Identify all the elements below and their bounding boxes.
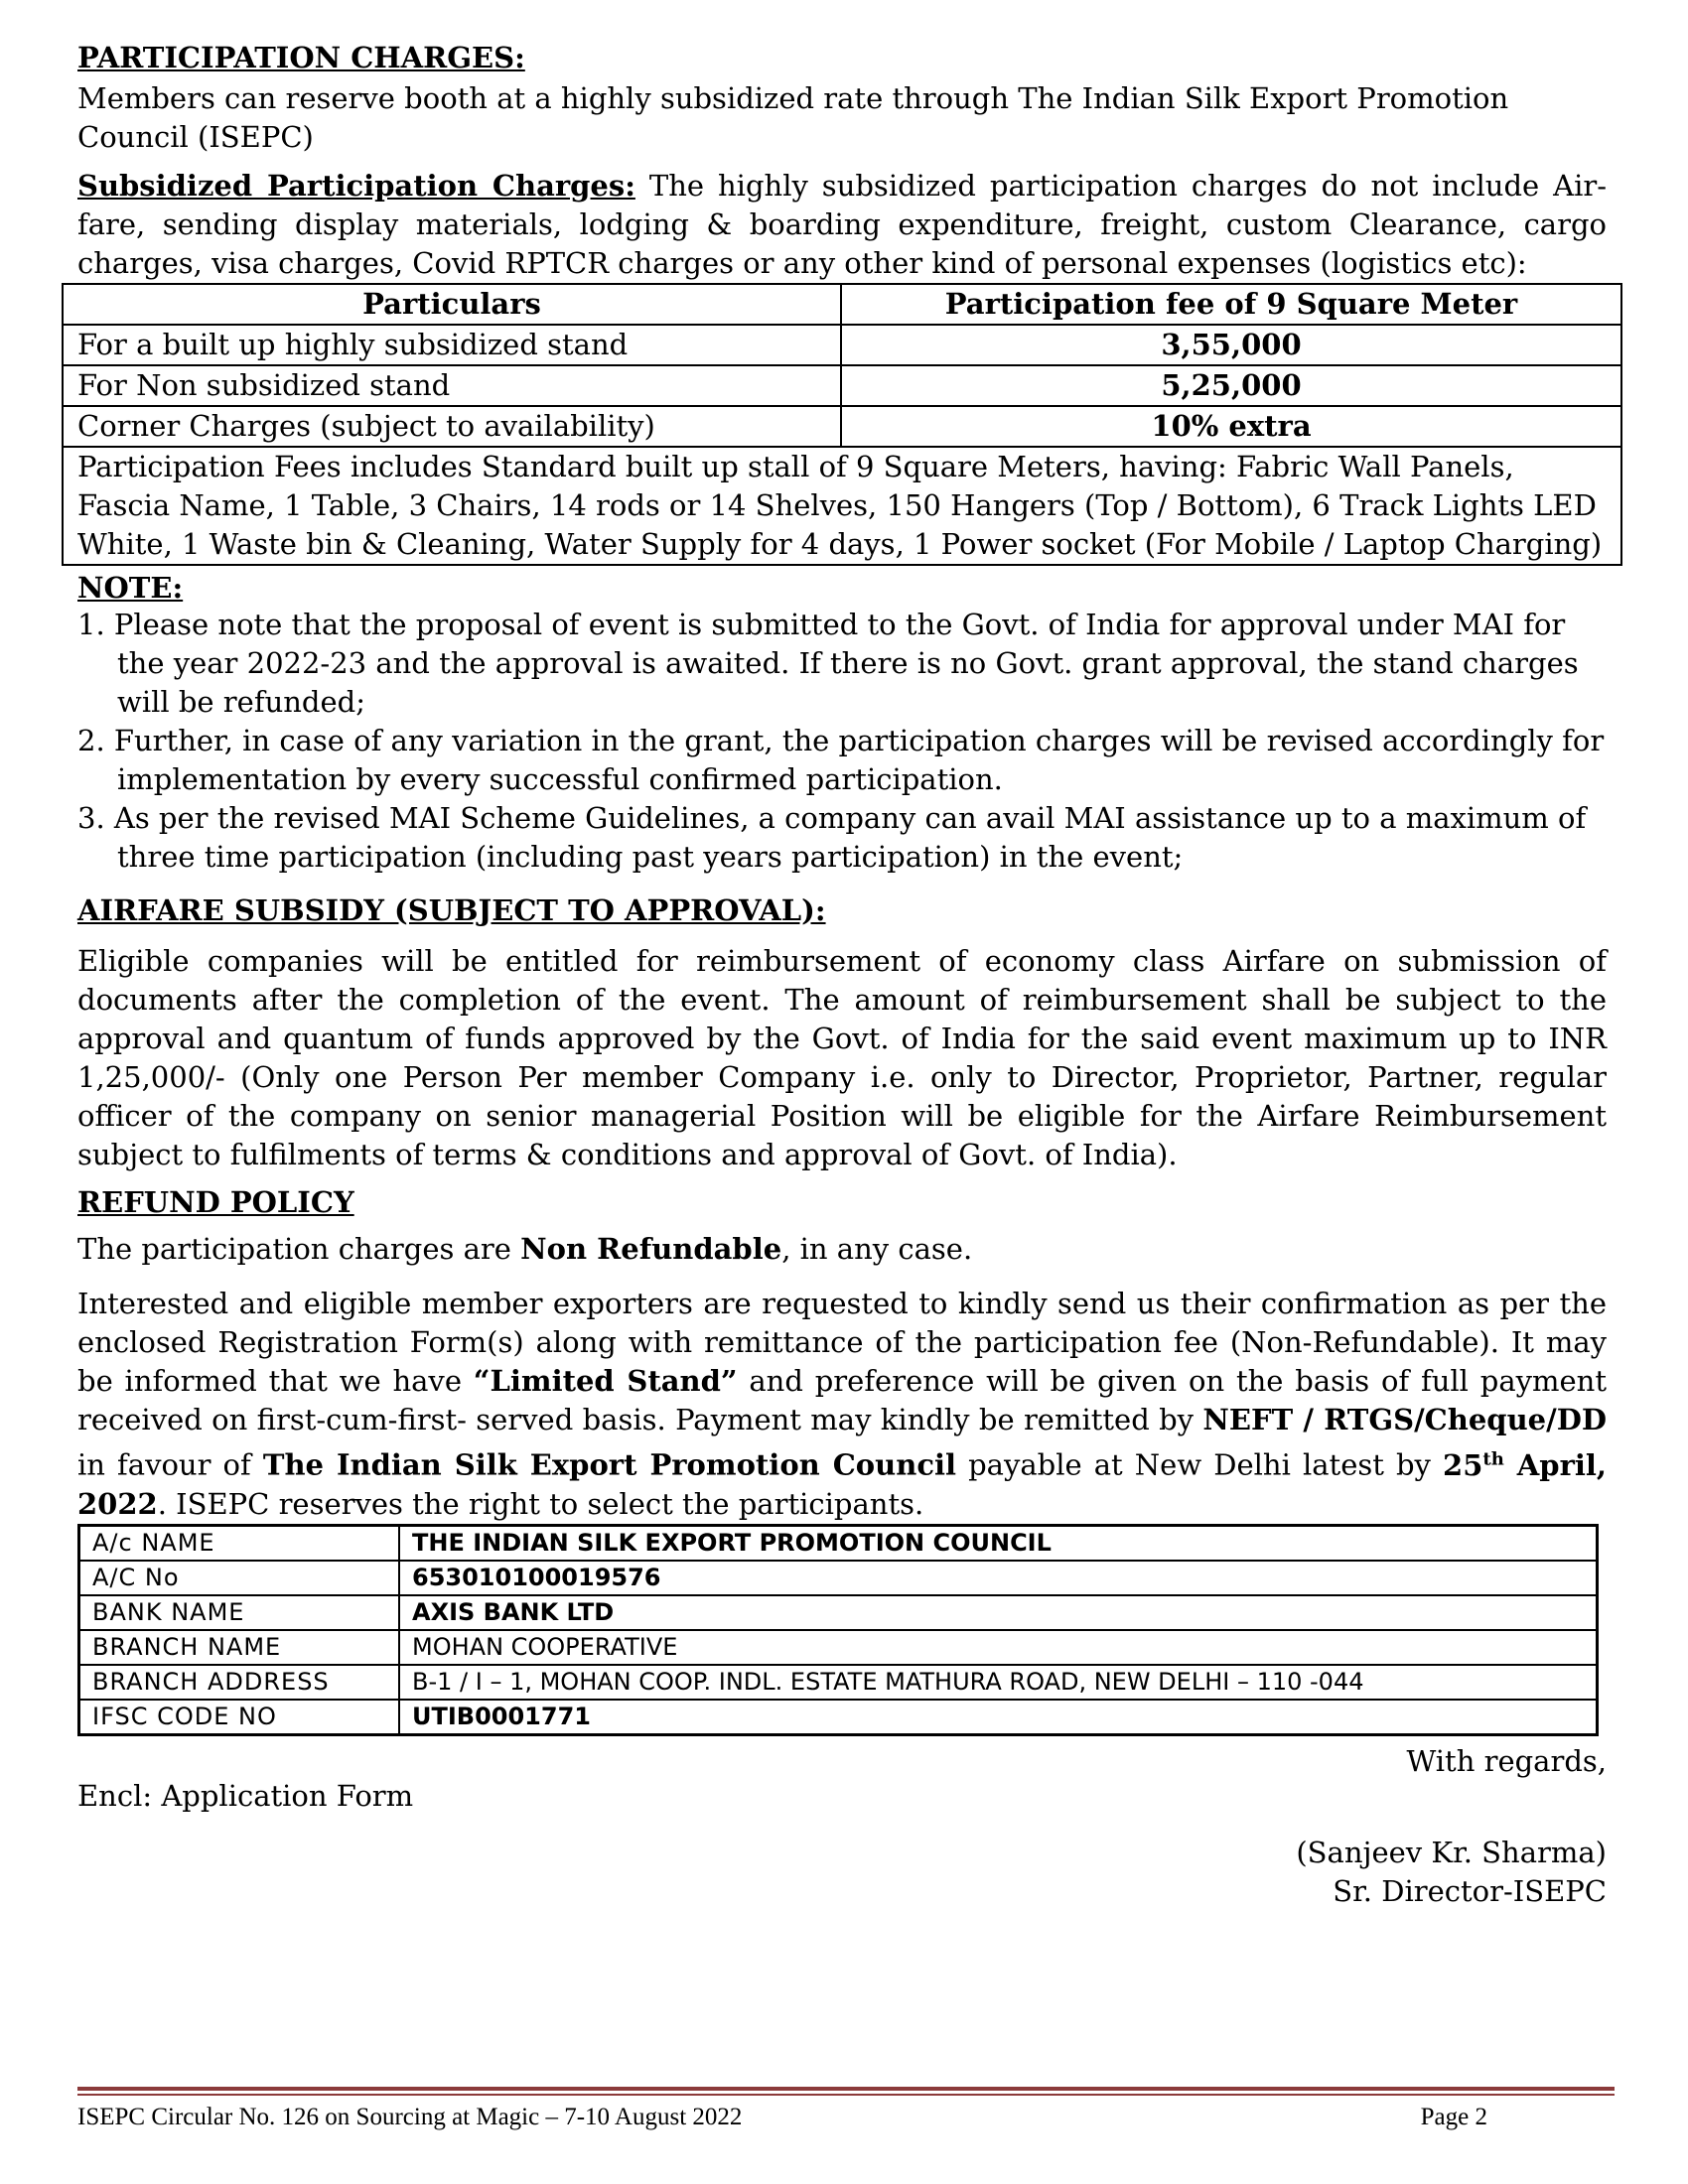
- fee-table: [62, 283, 1622, 566]
- participation-heading: PARTICIPATION CHARGES:: [77, 41, 525, 74]
- request-text-1: Interested and eligible member exporters are requested to kindly send us their confirmation as per the enclosed Registration Form(s) along with remittance of the participation fee (Non-Refundable). It may be informed that we have: [77, 1287, 1607, 1398]
- fee-particular: For Non subsidized stand: [63, 365, 841, 406]
- request-text-5: . ISEPC reserves the right to select the participants.: [157, 1486, 924, 1521]
- table-row: [79, 1525, 1598, 1561]
- bank-value: UTIB0001771: [399, 1700, 1598, 1735]
- fee-table-header: [63, 284, 1621, 325]
- airfare-heading: AIRFARE SUBSIDY (SUBJECT TO APPROVAL):: [77, 893, 826, 927]
- request-text-2: and preference will be given on the basis of full payment received on first-cum-first- served basis. Payment may kindly be remitted by: [77, 1364, 1607, 1436]
- payment-modes: NEFT / RTGS/Cheque/DD: [1202, 1403, 1608, 1436]
- refund-line-post: , in any case.: [781, 1232, 973, 1266]
- fee-particular: Corner Charges (subject to availability): [63, 406, 841, 447]
- signatory-designation: Sr. Director-ISEPC: [1333, 1873, 1607, 1908]
- footer: [77, 2103, 1487, 2132]
- footer-rule: [77, 2087, 1615, 2091]
- table-row: [79, 1665, 1598, 1700]
- subsidized-text: The highly subsidized participation charges do not include Air-fare, sending display materials, lodging & boarding expenditure, freight, custom Clearance, cargo charges, visa charges, Covid RPTCR charges or any other kind of personal expenses (logistics etc):: [77, 169, 1608, 280]
- table-row: [63, 406, 1621, 447]
- bank-key: IFSC CODE NO: [79, 1700, 400, 1735]
- list-item: 1. Please note that the proposal of event is submitted to the Govt. of India for approval under MAI for the year 2022-23 and the approval is awaited. If there is no Govt. grant approval, the stand charges will be refunded;: [77, 608, 1579, 719]
- table-row: [63, 365, 1621, 406]
- table-row: [63, 447, 1621, 565]
- fee-header-particulars: Particulars: [63, 284, 841, 325]
- deadline-rest: April, 2022: [77, 1447, 1607, 1521]
- bank-value: B-1 / I – 1, MOHAN COOP. INDL. ESTATE MATHURA ROAD, NEW DELHI – 110 -044: [399, 1665, 1598, 1700]
- request-text-4: payable at New Delhi latest by: [956, 1447, 1444, 1482]
- fee-header-fee: Participation fee of 9 Square Meter: [841, 284, 1621, 325]
- subsidized-paragraph: [77, 167, 1607, 283]
- bank-value: 653010100019576: [399, 1561, 1598, 1595]
- fee-amount: 5,25,000: [841, 365, 1621, 406]
- deadline-day: 25: [1443, 1447, 1483, 1482]
- request-text-3: in favour of: [77, 1447, 263, 1482]
- fee-includes: Participation Fees includes Standard built up stall of 9 Square Meters, having: Fabric Wall Panels, Fascia Name, 1 Table, 3 Chairs, 14 rods or 14 Shelves, 150 Hangers (Top / Bottom), 6 Track Lights LED White, 1 Waste bin & Cleaning, Water Supply for 4 days, 1 Power socket (For Mobile / Laptop Charging): [63, 447, 1621, 565]
- signatory-name: (Sanjeev Kr. Sharma): [1296, 1835, 1607, 1869]
- bank-key: BRANCH ADDRESS: [79, 1665, 400, 1700]
- table-row: [79, 1595, 1598, 1630]
- bank-key: BRANCH NAME: [79, 1630, 400, 1665]
- refund-line-pre: The participation charges are: [77, 1232, 521, 1266]
- footer-rule-thin: [77, 2094, 1615, 2096]
- bank-value: AXIS BANK LTD: [399, 1595, 1598, 1630]
- airfare-text: Eligible companies will be entitled for reimbursement of economy class Airfare on submission of documents after the completion of the event. The amount of reimbursement shall be subject to the approval and quantum of funds approved by the Govt. of India for the said event maximum up to INR 1,25,000/- (Only one Person Per member Company i.e. only to Director, Proprietor, Partner, regular officer of the company on senior managerial Position will be eligible for the Airfare Reimbursement subject to fulfilments of terms & conditions and approval of Govt. of India).: [77, 944, 1607, 1171]
- list-item: 3. As per the revised MAI Scheme Guidelines, a company can avail MAI assistance up to a maximum of three time participation (including past years participation) in the event;: [77, 801, 1587, 874]
- bank-key: A/c NAME: [79, 1525, 400, 1561]
- limited-stand: “Limited Stand”: [473, 1364, 738, 1398]
- fee-amount: 10% extra: [841, 406, 1621, 447]
- note-heading: NOTE:: [77, 571, 184, 605]
- table-row: [63, 325, 1621, 365]
- bank-value: THE INDIAN SILK EXPORT PROMOTION COUNCIL: [399, 1525, 1598, 1561]
- council-name: The Indian Silk Export Promotion Council: [262, 1447, 957, 1482]
- page-number: Page 2: [1420, 2104, 1487, 2130]
- bank-key: A/C No: [79, 1561, 400, 1595]
- table-row: [79, 1561, 1598, 1595]
- table-row: [79, 1630, 1598, 1665]
- bank-table: [77, 1524, 1599, 1736]
- bank-key: BANK NAME: [79, 1595, 400, 1630]
- footer-circular: ISEPC Circular No. 126 on Sourcing at Magic – 7-10 August 2022: [77, 2104, 743, 2130]
- list-item: 2. Further, in case of any variation in the grant, the participation charges will be revised accordingly for implementation by every successful confirmed participation.: [77, 724, 1605, 796]
- refund-line-bold: Non Refundable: [520, 1232, 782, 1266]
- participation-intro: Members can reserve booth at a highly subsidized rate through The Indian Silk Export Promotion Council (ISEPC): [77, 81, 1509, 154]
- deadline-sup: th: [1482, 1448, 1504, 1469]
- regards: With regards,: [1406, 1743, 1607, 1778]
- refund-line: [77, 1230, 1607, 1269]
- table-row: [79, 1700, 1598, 1735]
- refund-heading: REFUND POLICY: [77, 1185, 354, 1219]
- document-page: [77, 40, 1607, 1911]
- subsidized-label: Subsidized Participation Charges:: [77, 169, 635, 203]
- request-paragraph: [77, 1285, 1607, 1524]
- bank-value: MOHAN COOPERATIVE: [399, 1630, 1598, 1665]
- enclosure: Encl: Application Form: [77, 1778, 414, 1813]
- note-list: [77, 606, 1607, 877]
- fee-amount: 3,55,000: [841, 325, 1621, 365]
- fee-particular: For a built up highly subsidized stand: [63, 325, 841, 365]
